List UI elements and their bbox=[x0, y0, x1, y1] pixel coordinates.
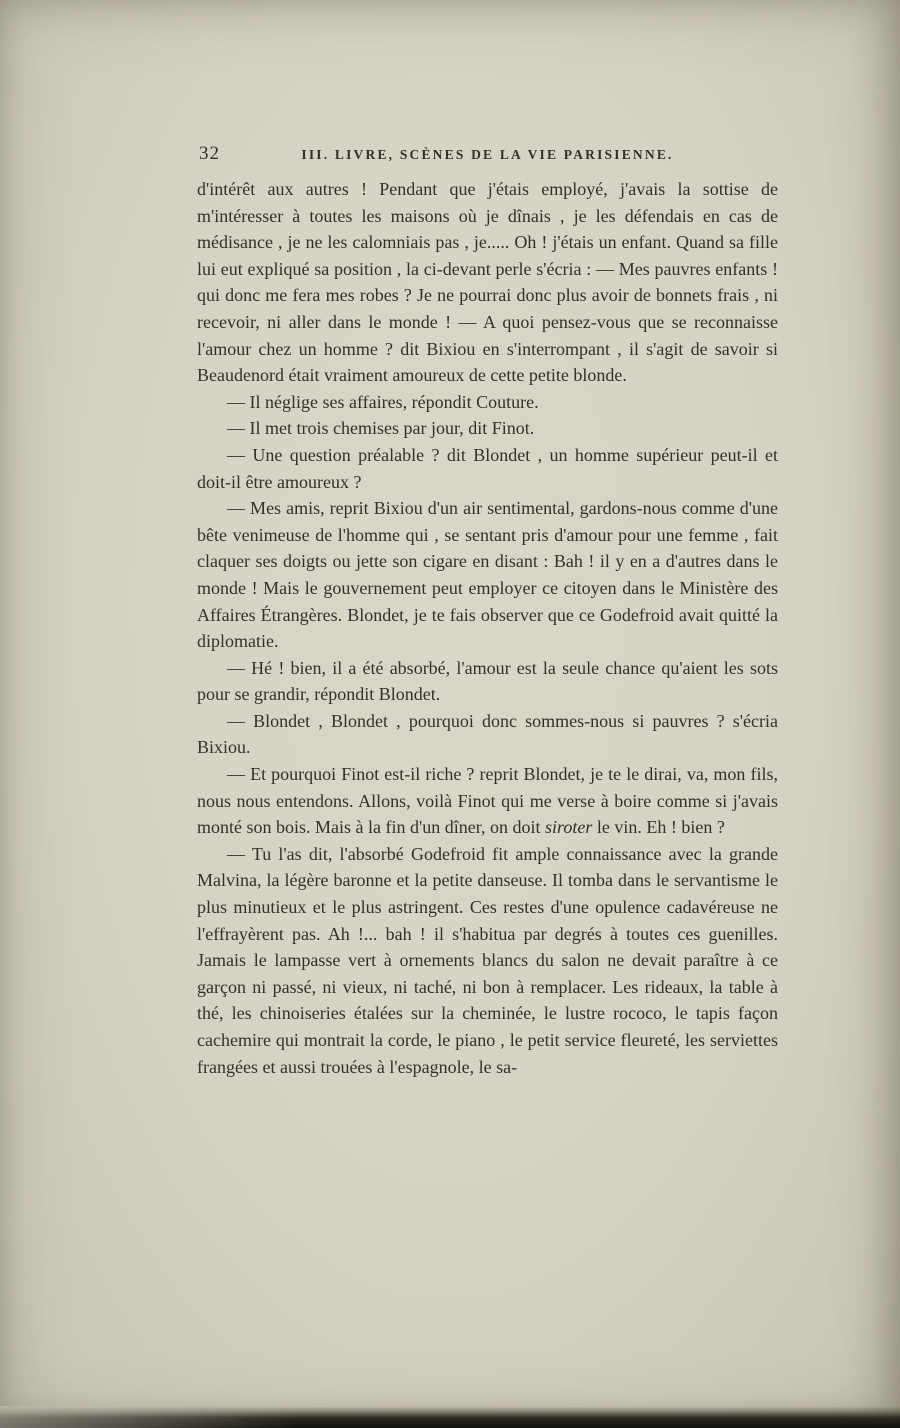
paragraph bbox=[197, 415, 778, 442]
paragraph bbox=[197, 389, 778, 416]
text-segment: — Mes amis, reprit Bixiou d'un air sentimental, gardons-nous comme d'une bête venimeuse de l'homme qui , se sentant pris d'amour pour une femme , fait claquer ses doigts ou jette son cigare en disant : Bah ! il y en a d'autres dans le monde ! Mais le gouvernement peut employer ce citoyen dans le Ministère des Affaires Étrangères. Blondet, je te fais observer que ce Godefroid avait quitté la diplomatie. bbox=[197, 498, 778, 652]
text-segment: — Hé ! bien, il a été absorbé, l'amour est la seule chance qu'aient les sots pour se grandir, répondit Blondet. bbox=[197, 657, 778, 705]
text-segment: — Il néglige ses affaires, répondit Couture. bbox=[227, 391, 539, 412]
paragraph bbox=[197, 442, 778, 495]
page-header bbox=[197, 143, 778, 167]
paragraph bbox=[197, 708, 778, 761]
paragraph bbox=[197, 841, 778, 1080]
scan-edge-bottom bbox=[0, 1406, 900, 1428]
paragraph bbox=[197, 655, 778, 708]
text-segment: — Il met trois chemises par jour, dit Finot. bbox=[227, 418, 535, 439]
italic-text: siroter bbox=[545, 817, 593, 838]
text-segment: — Blondet , Blondet , pourquoi donc sommes-nous si pauvres ? s'écria Bixiou. bbox=[197, 710, 778, 758]
paragraph bbox=[197, 176, 778, 389]
paragraph bbox=[197, 495, 778, 655]
text-segment: d'intérêt aux autres ! Pendant que j'étais employé, j'avais la sottise de m'intéresser à toutes les maisons où je dînais , je les défendais en cas de médisance , je ne les calomniais pas , je..... Oh ! j'étais un enfant. Quand sa fille lui eut expliqué sa position , la ci-devant perle s'écria : — Mes pauvres enfants ! qui donc me fera mes robes ? Je ne pourrai donc plus avoir de bonnets frais , ni recevoir, ni aller dans le monde ! — A quoi pensez-vous que se reconnaisse l'amour chez un homme ? dit Bixiou en s'interrompant , il s'agit de savoir si Beaudenord était vraiment amoureux de cette petite blonde. bbox=[197, 179, 778, 386]
body-text bbox=[197, 176, 778, 1080]
text-segment: le vin. Eh ! bien ? bbox=[592, 817, 725, 838]
paragraph bbox=[197, 761, 778, 841]
text-segment: — Tu l'as dit, l'absorbé Godefroid fit ample connaissance avec la grande Malvina, la légère baronne et la petite danseuse. Il tomba dans le servantisme le plus minutieux et le plus astringent. Ces restes d'une opulence cadavéreuse ne l'effrayèrent pas. Ah !... bah ! il s'habitua par degrés à toutes ces guenilles. Jamais le lampasse vert à ornements blancs du salon ne devait paraître à ce garçon ni passé, ni vieux, ni taché, ni bon à remplacer. Les rideaux, la table à thé, les chinoiseries étalées sur la cheminée, le lustre rococo, le tapis façon cachemire qui montrait la corde, le piano , le petit service fleureté, les serviettes frangées et aussi trouées à l'espagnole, le sa- bbox=[197, 843, 778, 1077]
page-number: 32 bbox=[199, 143, 220, 164]
running-title: III. LIVRE, SCÈNES DE LA VIE PARISIENNE. bbox=[301, 147, 674, 162]
text-segment: — Une question préalable ? dit Blondet , un homme supérieur peut-il et doit-il être amoureux ? bbox=[197, 444, 778, 492]
text-segment: — Et pourquoi Finot est-il riche ? reprit Blondet, je te le dirai, va, mon fils, nous nous entendons. Allons, voilà Finot qui me verse à boire comme si j'avais monté son bois. Mais à la fin d'un dîner, on doit bbox=[197, 764, 778, 838]
